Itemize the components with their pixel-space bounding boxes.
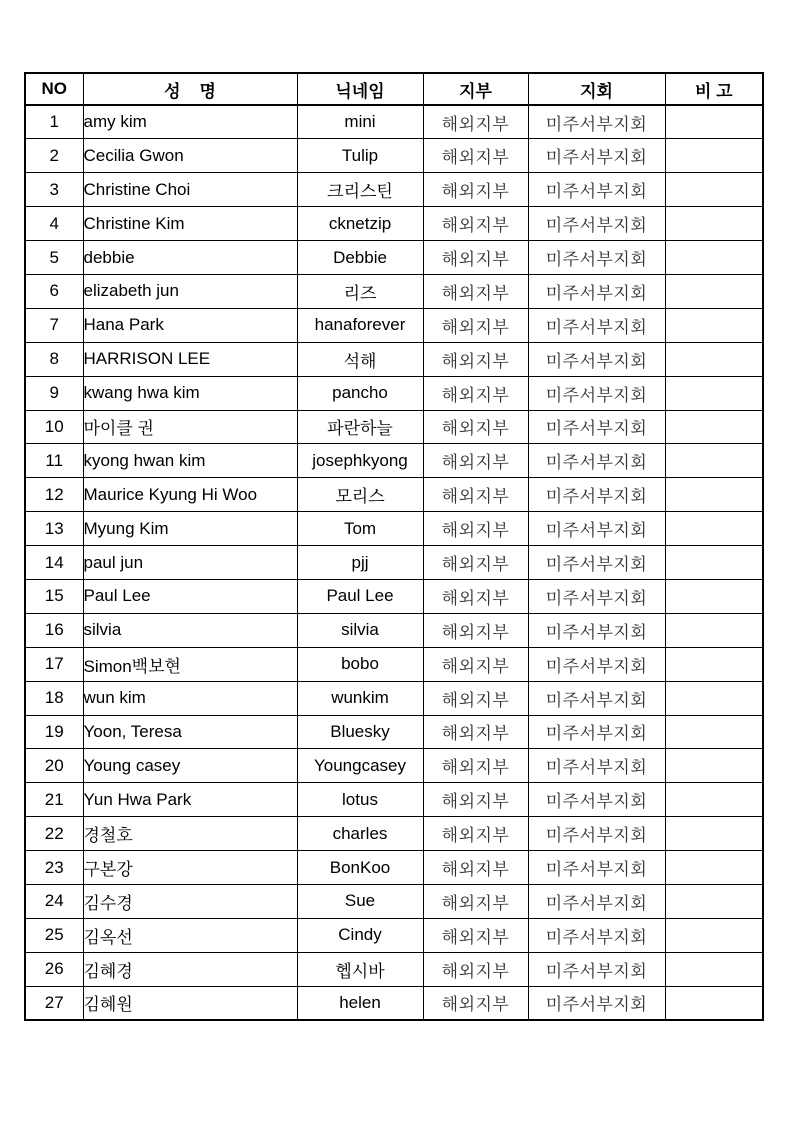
cell-no: 14 — [25, 546, 83, 580]
cell-no: 11 — [25, 444, 83, 478]
cell-nickname: silvia — [297, 613, 423, 647]
cell-nickname: wunkim — [297, 681, 423, 715]
cell-name: elizabeth jun — [83, 274, 297, 308]
cell-nickname: pancho — [297, 376, 423, 410]
cell-name: Yun Hwa Park — [83, 783, 297, 817]
cell-name: 경철호 — [83, 817, 297, 851]
cell-no: 1 — [25, 105, 83, 139]
cell-chapter: 미주서부지회 — [528, 546, 665, 580]
cell-branch: 해외지부 — [423, 749, 528, 783]
cell-note — [665, 884, 763, 918]
cell-chapter: 미주서부지회 — [528, 376, 665, 410]
cell-chapter: 미주서부지회 — [528, 715, 665, 749]
table-row — [25, 918, 763, 952]
cell-branch: 해외지부 — [423, 647, 528, 681]
cell-chapter: 미주서부지회 — [528, 410, 665, 444]
cell-branch: 해외지부 — [423, 851, 528, 885]
table-row — [25, 749, 763, 783]
cell-note — [665, 139, 763, 173]
cell-chapter: 미주서부지회 — [528, 274, 665, 308]
cell-note — [665, 851, 763, 885]
cell-nickname: 모리스 — [297, 478, 423, 512]
table-row — [25, 783, 763, 817]
table-row — [25, 139, 763, 173]
table-row — [25, 817, 763, 851]
cell-no: 25 — [25, 918, 83, 952]
cell-branch: 해외지부 — [423, 376, 528, 410]
cell-name: wun kim — [83, 681, 297, 715]
table-row — [25, 579, 763, 613]
table-row — [25, 410, 763, 444]
cell-no: 10 — [25, 410, 83, 444]
table-row — [25, 986, 763, 1020]
cell-note — [665, 817, 763, 851]
cell-note — [665, 342, 763, 376]
table-row — [25, 376, 763, 410]
header-chapter: 지회 — [528, 73, 665, 105]
table-row — [25, 478, 763, 512]
cell-chapter: 미주서부지회 — [528, 851, 665, 885]
cell-branch: 해외지부 — [423, 173, 528, 207]
cell-nickname: pjj — [297, 546, 423, 580]
header-nickname: 닉네임 — [297, 73, 423, 105]
cell-note — [665, 749, 763, 783]
cell-branch: 해외지부 — [423, 308, 528, 342]
cell-note — [665, 918, 763, 952]
cell-note — [665, 173, 763, 207]
cell-note — [665, 647, 763, 681]
cell-no: 13 — [25, 512, 83, 546]
cell-chapter: 미주서부지회 — [528, 817, 665, 851]
cell-branch: 해외지부 — [423, 986, 528, 1020]
table-row — [25, 444, 763, 478]
table-row — [25, 173, 763, 207]
cell-nickname: bobo — [297, 647, 423, 681]
cell-note — [665, 952, 763, 986]
cell-name: HARRISON LEE — [83, 342, 297, 376]
table-row — [25, 342, 763, 376]
cell-no: 19 — [25, 715, 83, 749]
cell-note — [665, 579, 763, 613]
cell-no: 9 — [25, 376, 83, 410]
cell-nickname: 석해 — [297, 342, 423, 376]
cell-no: 4 — [25, 207, 83, 241]
cell-note — [665, 241, 763, 275]
cell-no: 23 — [25, 851, 83, 885]
cell-branch: 해외지부 — [423, 512, 528, 546]
cell-nickname: BonKoo — [297, 851, 423, 885]
cell-note — [665, 986, 763, 1020]
cell-note — [665, 613, 763, 647]
cell-nickname: cknetzip — [297, 207, 423, 241]
cell-no: 7 — [25, 308, 83, 342]
cell-note — [665, 783, 763, 817]
cell-chapter: 미주서부지회 — [528, 884, 665, 918]
table-row — [25, 851, 763, 885]
cell-name: Young casey — [83, 749, 297, 783]
cell-nickname: 헵시바 — [297, 952, 423, 986]
cell-no: 17 — [25, 647, 83, 681]
cell-note — [665, 410, 763, 444]
table-body — [25, 105, 763, 1020]
cell-nickname: Tulip — [297, 139, 423, 173]
cell-nickname: 리즈 — [297, 274, 423, 308]
cell-name: Maurice Kyung Hi Woo — [83, 478, 297, 512]
header-row — [25, 73, 763, 105]
cell-chapter: 미주서부지회 — [528, 952, 665, 986]
cell-branch: 해외지부 — [423, 952, 528, 986]
cell-name: debbie — [83, 241, 297, 275]
table-row — [25, 715, 763, 749]
cell-chapter: 미주서부지회 — [528, 207, 665, 241]
cell-nickname: Paul Lee — [297, 579, 423, 613]
cell-no: 5 — [25, 241, 83, 275]
cell-name: Myung Kim — [83, 512, 297, 546]
cell-branch: 해외지부 — [423, 410, 528, 444]
cell-note — [665, 274, 763, 308]
cell-no: 21 — [25, 783, 83, 817]
cell-no: 2 — [25, 139, 83, 173]
cell-branch: 해외지부 — [423, 681, 528, 715]
table-header — [25, 73, 763, 105]
cell-note — [665, 308, 763, 342]
cell-nickname: mini — [297, 105, 423, 139]
cell-name: amy kim — [83, 105, 297, 139]
cell-chapter: 미주서부지회 — [528, 647, 665, 681]
cell-chapter: 미주서부지회 — [528, 681, 665, 715]
cell-nickname: Debbie — [297, 241, 423, 275]
cell-nickname: charles — [297, 817, 423, 851]
cell-chapter: 미주서부지회 — [528, 342, 665, 376]
cell-chapter: 미주서부지회 — [528, 105, 665, 139]
cell-branch: 해외지부 — [423, 884, 528, 918]
cell-nickname: helen — [297, 986, 423, 1020]
cell-name: Yoon, Teresa — [83, 715, 297, 749]
cell-nickname: Bluesky — [297, 715, 423, 749]
table-row — [25, 647, 763, 681]
cell-name: kyong hwan kim — [83, 444, 297, 478]
cell-name: 김옥선 — [83, 918, 297, 952]
cell-nickname: lotus — [297, 783, 423, 817]
cell-note — [665, 715, 763, 749]
cell-name: Cecilia Gwon — [83, 139, 297, 173]
table-row — [25, 105, 763, 139]
cell-branch: 해외지부 — [423, 241, 528, 275]
table-row — [25, 207, 763, 241]
header-no: NO — [25, 73, 83, 105]
cell-chapter: 미주서부지회 — [528, 308, 665, 342]
cell-name: Christine Kim — [83, 207, 297, 241]
cell-name: silvia — [83, 613, 297, 647]
cell-chapter: 미주서부지회 — [528, 579, 665, 613]
table-row — [25, 274, 763, 308]
cell-note — [665, 105, 763, 139]
table-row — [25, 952, 763, 986]
cell-nickname: Tom — [297, 512, 423, 546]
cell-no: 26 — [25, 952, 83, 986]
cell-branch: 해외지부 — [423, 579, 528, 613]
cell-no: 16 — [25, 613, 83, 647]
cell-branch: 해외지부 — [423, 342, 528, 376]
table-row — [25, 681, 763, 715]
cell-nickname: Sue — [297, 884, 423, 918]
cell-note — [665, 207, 763, 241]
cell-name: kwang hwa kim — [83, 376, 297, 410]
cell-branch: 해외지부 — [423, 613, 528, 647]
table-row — [25, 613, 763, 647]
cell-chapter: 미주서부지회 — [528, 478, 665, 512]
cell-nickname: 파란하늘 — [297, 410, 423, 444]
cell-no: 22 — [25, 817, 83, 851]
header-note: 비 고 — [665, 73, 763, 105]
cell-no: 15 — [25, 579, 83, 613]
cell-branch: 해외지부 — [423, 105, 528, 139]
cell-chapter: 미주서부지회 — [528, 918, 665, 952]
table-row — [25, 241, 763, 275]
cell-name: Christine Choi — [83, 173, 297, 207]
cell-branch: 해외지부 — [423, 207, 528, 241]
cell-chapter: 미주서부지회 — [528, 512, 665, 546]
cell-no: 20 — [25, 749, 83, 783]
cell-nickname: hanaforever — [297, 308, 423, 342]
cell-branch: 해외지부 — [423, 546, 528, 580]
cell-nickname: Youngcasey — [297, 749, 423, 783]
cell-no: 8 — [25, 342, 83, 376]
cell-chapter: 미주서부지회 — [528, 173, 665, 207]
cell-no: 6 — [25, 274, 83, 308]
cell-no: 24 — [25, 884, 83, 918]
cell-name: 구본강 — [83, 851, 297, 885]
cell-nickname: Cindy — [297, 918, 423, 952]
cell-branch: 해외지부 — [423, 783, 528, 817]
cell-note — [665, 681, 763, 715]
cell-branch: 해외지부 — [423, 139, 528, 173]
table-row — [25, 884, 763, 918]
cell-chapter: 미주서부지회 — [528, 241, 665, 275]
cell-chapter: 미주서부지회 — [528, 139, 665, 173]
cell-name: 마이클 권 — [83, 410, 297, 444]
member-roster-table — [24, 72, 764, 1021]
table-row — [25, 546, 763, 580]
cell-name: 김혜경 — [83, 952, 297, 986]
cell-nickname: josephkyong — [297, 444, 423, 478]
cell-note — [665, 512, 763, 546]
cell-branch: 해외지부 — [423, 918, 528, 952]
cell-note — [665, 376, 763, 410]
header-name: 성 명 — [83, 73, 297, 105]
cell-chapter: 미주서부지회 — [528, 613, 665, 647]
cell-branch: 해외지부 — [423, 817, 528, 851]
cell-name: Paul Lee — [83, 579, 297, 613]
cell-chapter: 미주서부지회 — [528, 749, 665, 783]
table-row — [25, 308, 763, 342]
cell-note — [665, 444, 763, 478]
cell-no: 18 — [25, 681, 83, 715]
cell-branch: 해외지부 — [423, 715, 528, 749]
cell-note — [665, 546, 763, 580]
cell-chapter: 미주서부지회 — [528, 986, 665, 1020]
cell-name: 김수경 — [83, 884, 297, 918]
cell-name: Hana Park — [83, 308, 297, 342]
cell-note — [665, 478, 763, 512]
cell-chapter: 미주서부지회 — [528, 444, 665, 478]
header-branch: 지부 — [423, 73, 528, 105]
cell-name: paul jun — [83, 546, 297, 580]
cell-chapter: 미주서부지회 — [528, 783, 665, 817]
cell-no: 3 — [25, 173, 83, 207]
cell-branch: 해외지부 — [423, 478, 528, 512]
cell-branch: 해외지부 — [423, 274, 528, 308]
cell-no: 27 — [25, 986, 83, 1020]
cell-no: 12 — [25, 478, 83, 512]
cell-nickname: 크리스틴 — [297, 173, 423, 207]
cell-branch: 해외지부 — [423, 444, 528, 478]
cell-name: Simon백보현 — [83, 647, 297, 681]
table-row — [25, 512, 763, 546]
cell-name: 김혜원 — [83, 986, 297, 1020]
